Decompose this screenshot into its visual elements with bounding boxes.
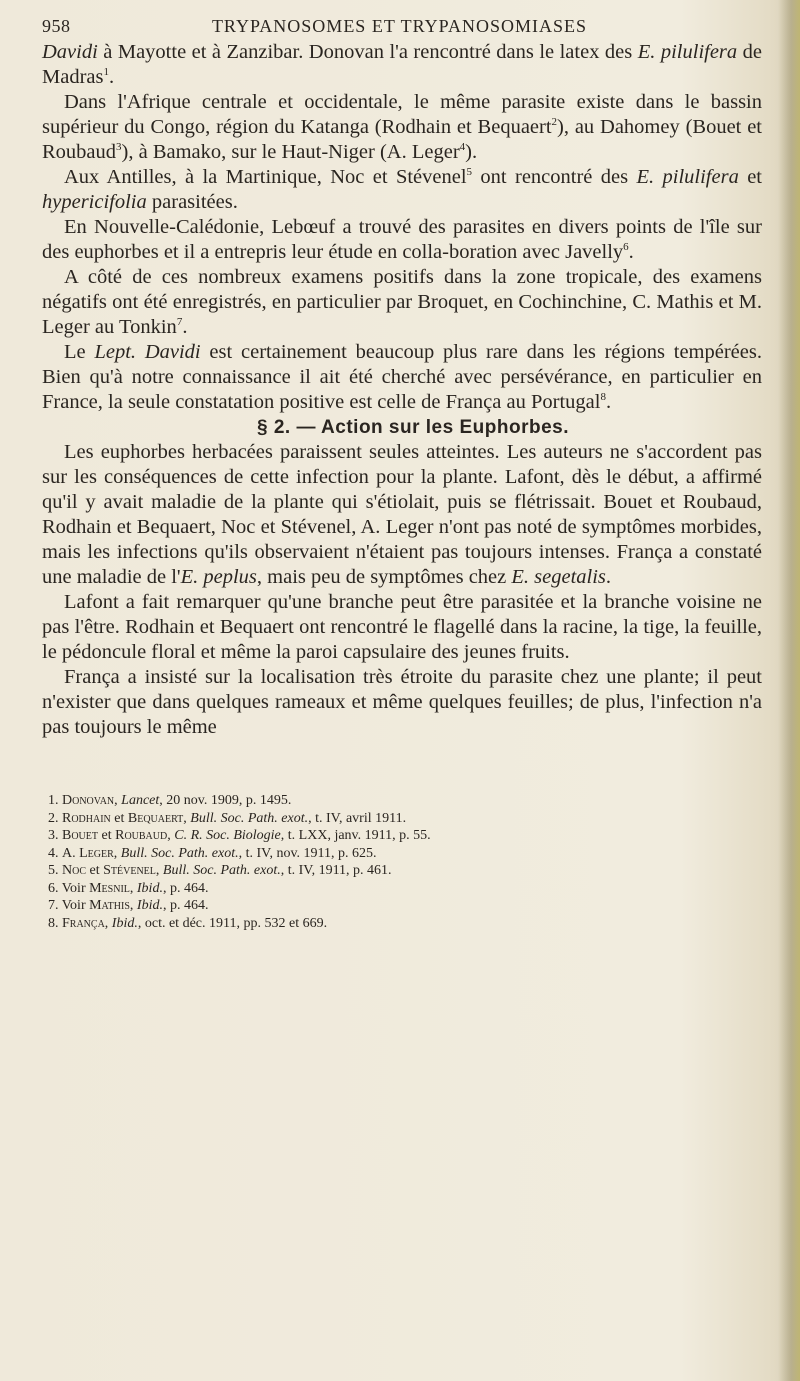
paragraph-p4 <box>42 215 762 265</box>
footnote-source: Ibid. <box>111 915 138 931</box>
footnote-details: , t. LXX, janv. 1911, p. 55. <box>280 828 431 843</box>
paragraph-p2 <box>42 90 762 165</box>
footnote-ref: 6 <box>623 241 629 254</box>
footnote-details: , 20 nov. 1909, p. 1495. <box>159 793 292 808</box>
paragraph-p3 <box>42 165 762 215</box>
text-run: . <box>182 316 188 338</box>
text-run: . <box>108 66 115 88</box>
footnotes <box>48 792 768 932</box>
footnote-author: França <box>62 915 105 931</box>
footnote-ref: 4 <box>459 141 466 154</box>
footnote-prefix: Voir <box>61 880 90 896</box>
text-run: ont rencontré des <box>472 166 637 188</box>
footnote-number: 5. <box>48 863 59 878</box>
text-run: est certainement beaucoup plus rare dans les régions tempérées. Bien qu'à notre connaissance il ait été cherché avec persévérance, en particulier en France, la seule constatation positive est celle de França au Portugal <box>42 341 762 413</box>
footnote-ref: 3 <box>116 141 122 154</box>
footnote-joiner: et <box>110 810 128 826</box>
text-run: E. pilulifera <box>636 166 739 188</box>
text-run: ). <box>465 141 478 163</box>
text-run: . <box>605 391 612 413</box>
footnote-source: Lancet <box>121 793 160 808</box>
footnote-author: A. Leger <box>62 845 114 861</box>
text-run: et <box>738 166 763 188</box>
text-run: Les euphorbes herbacées paraissent seules atteintes. Les auteurs ne s'accordent pas sur les conséquences de cette infection pour la plante. Lafont, dès le début, a affirmé qu'il y avait maladie de la plante qui s'étiolait, puis se flétrissait. Bouet et Roubaud, Rodhain et Bequaert, Noc et Stévenel, A. Leger n'ont pas noté de symptômes morbides, mais les infections qu'ils observaient n'étaient pas toujours intenses. França a constaté une maladie de l' <box>42 441 762 588</box>
footnote-author: Bouet <box>62 828 98 843</box>
text-run: A côté de ces nombreux examens positifs dans la zone tropicale, des examens négatifs ont été enregistrés, en particulier par Broquet, en Cochinchine, C. Mathis et M. Leger au Tonkin <box>42 266 762 338</box>
text-run: à Mayotte et à Zanzibar. Donovan l'a rencontré dans le latex des <box>97 41 638 63</box>
footnote-author: Mesnil <box>89 880 130 896</box>
footnote-source: Ibid. <box>136 898 163 913</box>
paragraphs-after-heading <box>42 440 762 740</box>
footnote-source: Ibid. <box>136 880 163 896</box>
footnote-1: 1. Donovan, Lancet, 20 nov. 1909, p. 1495. <box>48 793 292 808</box>
footnote-number: 4. <box>48 845 59 861</box>
footnote-number: 2. <box>48 810 59 826</box>
paragraph-p9 <box>42 665 762 740</box>
footnote-author: Mathis <box>89 898 130 913</box>
text-run: E. peplus <box>180 566 257 588</box>
footnote-6: 6. Voir Mesnil, Ibid., p. 464. <box>48 880 209 896</box>
footnote-details: , p. 464. <box>162 898 209 913</box>
footnote-source: Bull. Soc. Path. exot. <box>120 845 239 861</box>
text-run: de Madras <box>42 41 762 88</box>
footnote-number: 6. <box>48 880 59 896</box>
paragraphs-before-heading <box>42 40 762 415</box>
text-run: Lept. Davidi <box>94 341 201 363</box>
footnote-author: Rodhain <box>62 810 111 826</box>
footnote-prefix: Voir <box>61 898 90 913</box>
text-run: . <box>628 241 634 263</box>
text-run: ), à Bamako, sur le Haut-Niger (A. Leger <box>121 141 460 163</box>
text-run: ), au Dahomey (Bouet et Roubaud <box>42 116 762 163</box>
text-run: Aux Antilles, à la Martinique, Noc et Stévenel <box>64 166 467 188</box>
footnote-author: Stévenel <box>103 863 156 878</box>
text-run: En Nouvelle-Calédonie, Lebœuf a trouvé des parasites en divers points de l'île sur des euphorbes et il a entrepris leur étude en colla-boration avec Javelly <box>42 216 762 263</box>
paragraph-p8 <box>42 590 762 665</box>
footnote-author: Noc <box>62 863 87 878</box>
text-run: Lafont a fait remarquer qu'une branche peut être parasitée et la branche voisine ne pas l'être. Rodhain et Bequaert ont rencontré le flagellé dans la racine, la tige, la feuille, le pédoncule floral et même la paroi capsulaire des jeunes fruits. <box>42 591 762 663</box>
footnote-4: 4. A. Leger, Bull. Soc. Path. exot., t. IV, nov. 1911, p. 625. <box>48 845 377 861</box>
footnote-5: 5. Noc et Stévenel, Bull. Soc. Path. exot., t. IV, 1911, p. 461. <box>48 863 392 878</box>
footnote-3: 3. Bouet et Roubaud, C. R. Soc. Biologie, t. LXX, janv. 1911, p. 55. <box>48 828 431 843</box>
running-head <box>42 16 757 42</box>
footnote-number: 7. <box>48 898 59 913</box>
footnote-details: , p. 464. <box>162 880 209 896</box>
footnote-number: 1. <box>48 793 59 808</box>
footnote-details: , t. IV, nov. 1911, p. 625. <box>238 845 377 861</box>
paragraph-p6 <box>42 340 762 415</box>
footnote-number: 3. <box>48 828 59 843</box>
text-run: parasitées. <box>146 191 238 213</box>
body-text <box>42 40 762 740</box>
text-run: hypericifolia <box>42 191 147 213</box>
footnote-8: 8. França, Ibid., oct. et déc. 1911, pp. 532 et 669. <box>48 915 328 931</box>
footnote-source: Bull. Soc. Path. exot. <box>162 863 281 878</box>
footnote-ref: 1 <box>103 66 109 79</box>
footnote-source: C. R. Soc. Biologie <box>174 828 281 843</box>
text-run: Dans l'Afrique centrale et occidentale, le même parasite existe dans le bassin supérieur du Congo, région du Katanga (Rodhain et Bequaert <box>42 91 762 138</box>
footnote-source: Bull. Soc. Path. exot. <box>190 810 309 826</box>
footnote-ref: 2 <box>551 116 558 129</box>
text-run: Le <box>64 341 95 363</box>
footnote-2: 2. Rodhain et Bequaert, Bull. Soc. Path. exot., t. IV, avril 1911. <box>48 810 407 826</box>
footnote-author: Bequaert <box>127 810 184 826</box>
footnote-details: , t. IV, avril 1911. <box>308 810 407 826</box>
text-run: E. pilulifera <box>637 41 738 63</box>
section-heading: § 2. — Action sur les Euphorbes. <box>257 417 569 438</box>
page-edge-shadow <box>778 0 800 1381</box>
footnote-details: , oct. et déc. 1911, pp. 532 et 669. <box>137 915 328 931</box>
running-title: TRYPANOSOMES ET TRYPANOSOMIASES <box>211 16 588 36</box>
text-run: E. segetalis <box>511 566 606 588</box>
footnote-number: 8. <box>48 915 59 931</box>
footnote-details: , t. IV, 1911, p. 461. <box>280 863 392 878</box>
text-run: . <box>605 566 612 588</box>
paragraph-p7 <box>42 440 762 590</box>
paragraph-p5 <box>42 265 762 340</box>
footnote-ref: 7 <box>176 316 183 329</box>
text-run: França a insisté sur la localisation très étroite du parasite chez une plante; il peut n'exister que dans quelques rameaux et même quelques feuilles; de plus, l'infection n'a pas toujours le même <box>42 666 762 738</box>
paragraph-p1 <box>42 40 762 90</box>
footnote-joiner: et <box>86 863 104 878</box>
footnote-ref: 5 <box>466 166 473 179</box>
footnote-7: 7. Voir Mathis, Ibid., p. 464. <box>48 898 209 913</box>
page-number: 958 <box>42 16 71 36</box>
text-run: Davidi <box>42 41 98 63</box>
footnote-author: Donovan <box>62 793 115 808</box>
footnote-ref: 8 <box>600 391 606 404</box>
footnote-joiner: et <box>98 828 116 843</box>
text-run: , mais peu de symptômes chez <box>256 566 512 588</box>
footnote-author: Roubaud <box>115 828 168 843</box>
